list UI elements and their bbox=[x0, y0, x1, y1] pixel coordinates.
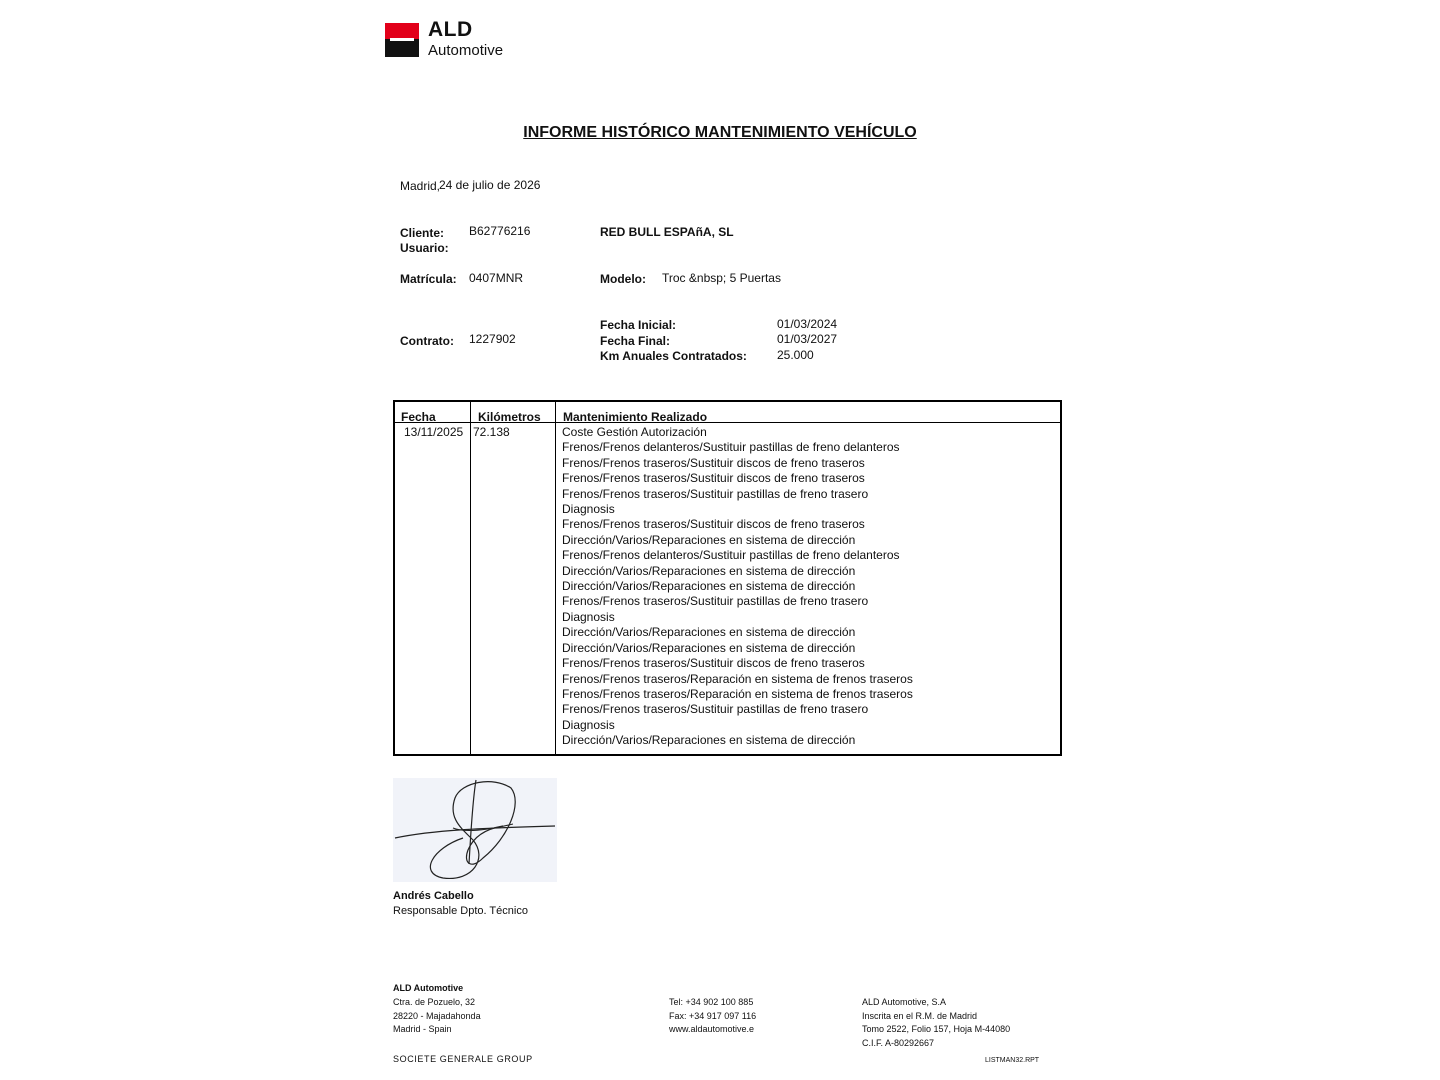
signer-name: Andrés Cabello bbox=[393, 890, 474, 902]
list-item: Frenos/Frenos traseros/Sustituir pastillas de freno trasero bbox=[562, 594, 869, 609]
footer-company: ALD Automotive bbox=[393, 983, 464, 993]
logo-subtitle: Automotive bbox=[428, 42, 504, 59]
table-column-divider bbox=[555, 402, 556, 754]
list-item: Frenos/Frenos delanteros/Sustituir pastillas de freno delanteros bbox=[562, 548, 900, 563]
report-code: LISTMAN32.RPT bbox=[985, 1057, 1040, 1064]
list-item: Diagnosis bbox=[562, 502, 615, 517]
header-mantenimiento: Mantenimiento Realizado bbox=[563, 410, 708, 424]
table-column-divider bbox=[470, 402, 471, 754]
header-fecha: Fecha bbox=[401, 410, 436, 424]
cliente-value: B62776216 bbox=[469, 224, 531, 238]
report-date: 24 de julio de 2026 bbox=[439, 178, 541, 192]
list-item: Dirección/Varios/Reparaciones en sistema de dirección bbox=[562, 625, 856, 640]
row-km: 72.138 bbox=[473, 425, 510, 439]
matricula-value: 0407MNR bbox=[469, 271, 524, 285]
footer-contact: Tel: +34 902 100 885 Fax: +34 917 097 116 www.aldautomotive.e bbox=[669, 997, 757, 1034]
list-item: Frenos/Frenos traseros/Sustituir discos de freno traseros bbox=[562, 471, 865, 486]
header-kilometros: Kilómetros bbox=[478, 410, 541, 424]
cliente-label: Cliente: bbox=[400, 226, 445, 240]
matricula-label: Matrícula: bbox=[400, 272, 457, 286]
logo-brand: ALD bbox=[428, 18, 473, 41]
list-item: Frenos/Frenos traseros/Sustituir discos de freno traseros bbox=[562, 455, 865, 470]
list-item: Dirección/Varios/Reparaciones en sistema de dirección bbox=[562, 532, 856, 547]
usuario-label: Usuario: bbox=[400, 241, 449, 255]
modelo-label: Modelo: bbox=[600, 272, 646, 286]
maintenance-items-list bbox=[562, 425, 913, 749]
list-item: Coste Gestión Autorización bbox=[562, 425, 707, 439]
list-item: Frenos/Frenos delanteros/Sustituir pastillas de freno delanteros bbox=[562, 440, 900, 455]
list-item: Dirección/Varios/Reparaciones en sistema de dirección bbox=[562, 733, 856, 748]
list-item: Dirección/Varios/Reparaciones en sistema de dirección bbox=[562, 640, 856, 655]
footer-legal: ALD Automotive, S.A Inscrita en el R.M. de Madrid Tomo 2522, Folio 157, Hoja M-44080 C.I.F. A-80292667 bbox=[862, 997, 1011, 1048]
contrato-label: Contrato: bbox=[400, 334, 454, 348]
signer-role: Responsable Dpto. Técnico bbox=[393, 905, 528, 917]
list-item: Frenos/Frenos traseros/Sustituir pastillas de freno trasero bbox=[562, 486, 869, 501]
list-item: Diagnosis bbox=[562, 717, 615, 732]
list-item: Frenos/Frenos traseros/Sustituir pastillas de freno trasero bbox=[562, 702, 869, 717]
list-item: Dirección/Varios/Reparaciones en sistema de dirección bbox=[562, 563, 856, 578]
list-item: Dirección/Varios/Reparaciones en sistema de dirección bbox=[562, 579, 856, 594]
list-item: Frenos/Frenos traseros/Reparación en sistema de frenos traseros bbox=[562, 686, 913, 701]
list-item: Frenos/Frenos traseros/Sustituir discos de freno traseros bbox=[562, 517, 865, 532]
place-label: Madrid, bbox=[400, 179, 441, 193]
fecha-final-label: Fecha Final: bbox=[600, 334, 671, 348]
ald-logo-icon bbox=[385, 23, 419, 57]
list-item: Frenos/Frenos traseros/Reparación en sistema de frenos traseros bbox=[562, 671, 913, 686]
list-item: Diagnosis bbox=[562, 609, 615, 624]
page-title: INFORME HISTÓRICO MANTENIMIENTO VEHÍCULO bbox=[523, 124, 917, 141]
km-anuales-value: 25.000 bbox=[777, 348, 814, 362]
footer-address: Ctra. de Pozuelo, 32 28220 - Majadahonda Madrid - Spain bbox=[393, 997, 481, 1034]
km-anuales-label: Km Anuales Contratados: bbox=[600, 349, 747, 363]
group-name: SOCIETE GENERALE GROUP bbox=[393, 1054, 533, 1064]
contrato-value: 1227902 bbox=[469, 332, 516, 346]
fecha-inicial-label: Fecha Inicial: bbox=[600, 318, 677, 332]
signature-image bbox=[393, 778, 557, 882]
cliente-name: RED BULL ESPAñA, SL bbox=[600, 225, 734, 239]
list-item: Frenos/Frenos traseros/Sustituir discos de freno traseros bbox=[562, 656, 865, 671]
row-date: 13/11/2025 bbox=[404, 425, 464, 439]
fecha-final-value: 01/03/2027 bbox=[777, 332, 838, 346]
modelo-value: Troc &nbsp; 5 Puertas bbox=[662, 271, 781, 285]
fecha-inicial-value: 01/03/2024 bbox=[777, 317, 838, 331]
maintenance-table bbox=[393, 400, 1062, 756]
